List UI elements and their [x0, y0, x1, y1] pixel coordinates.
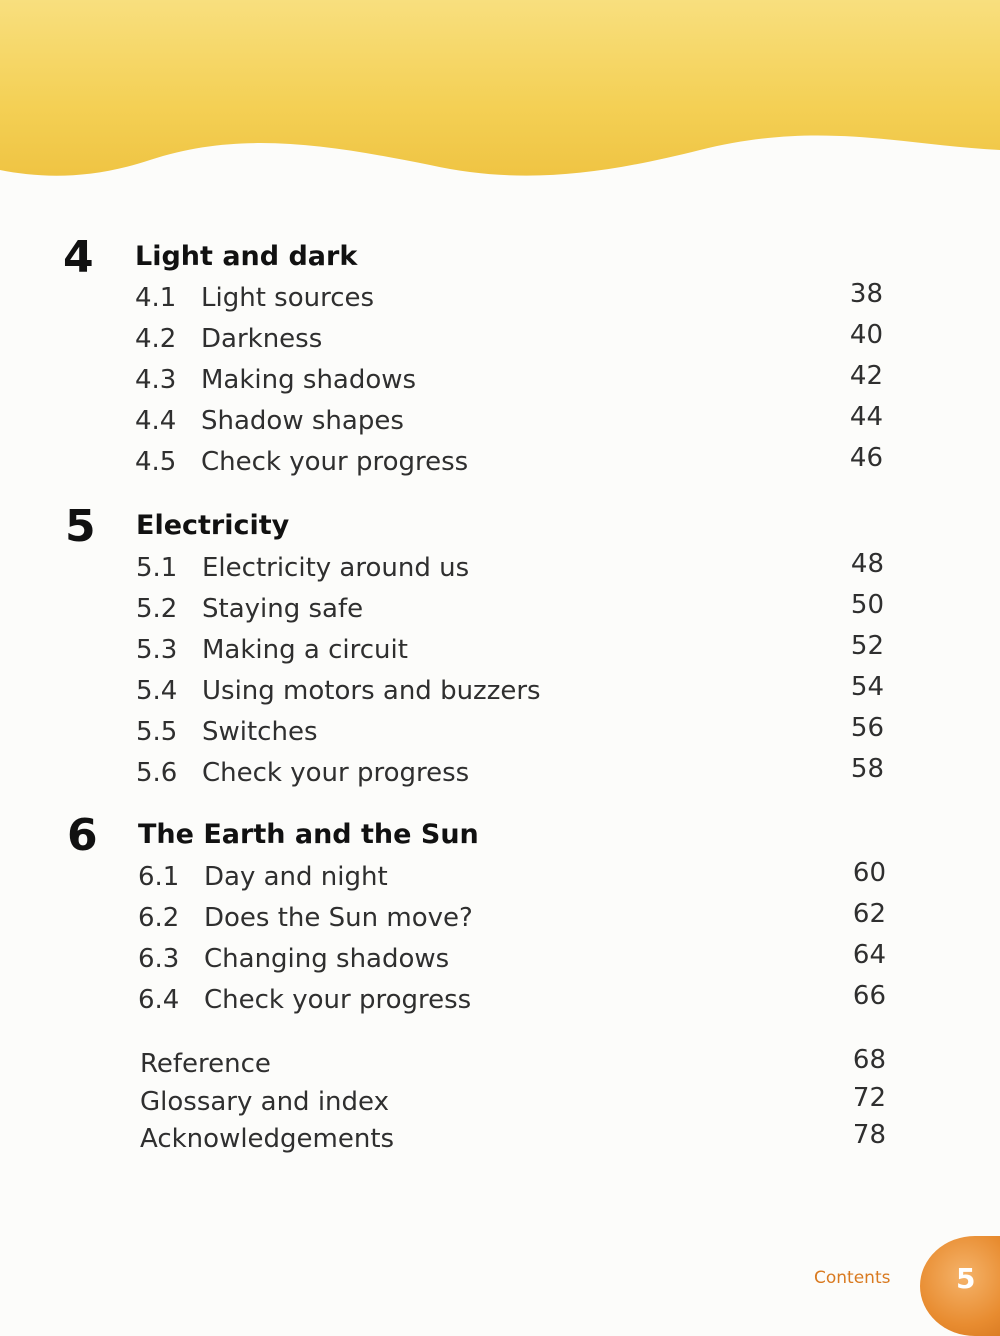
section-title: Check your progress — [204, 985, 472, 1015]
back-matter-glossary[interactable]: Glossary and index — [140, 1087, 389, 1117]
section-number: 5.5 — [136, 717, 178, 747]
footer-page-number: 5 — [956, 1262, 976, 1295]
chapter-title: The Earth and the Sun — [138, 819, 479, 850]
page-number: 54 — [850, 672, 884, 702]
section-title: Using motors and buzzers — [202, 676, 541, 706]
page-number: 38 — [849, 279, 883, 309]
section-number: 4.3 — [135, 365, 177, 395]
section-title: Switches — [202, 717, 318, 747]
page-number: 44 — [849, 402, 883, 432]
section-number: 4.1 — [135, 283, 177, 313]
footer-label: Contents — [814, 1268, 891, 1288]
section-number: 5.3 — [136, 635, 178, 665]
section-number: 6.3 — [138, 944, 180, 974]
page-number: 68 — [852, 1045, 886, 1075]
section-number: 4.5 — [135, 447, 177, 477]
section-title: Check your progress — [202, 758, 470, 788]
page-number: 46 — [849, 443, 883, 473]
section-title: Does the Sun move? — [204, 903, 473, 933]
section-title: Light sources — [201, 283, 375, 313]
chapter-number: 6 — [67, 810, 98, 861]
section-title: Day and night — [204, 862, 388, 892]
section-number: 6.4 — [138, 985, 180, 1015]
section-number: 5.6 — [136, 758, 178, 788]
section-number: 5.2 — [136, 594, 178, 624]
section-title: Changing shadows — [204, 944, 450, 974]
section-number: 4.2 — [135, 324, 177, 354]
page-number: 66 — [852, 981, 886, 1011]
section-number: 6.1 — [138, 862, 180, 892]
page-number: 40 — [849, 320, 883, 350]
page-number: 50 — [850, 590, 884, 620]
section-title: Electricity around us — [202, 553, 470, 583]
section-title: Staying safe — [202, 594, 364, 624]
page-number: 60 — [852, 858, 886, 888]
section-title: Making a circuit — [202, 635, 408, 665]
chapter-title: Light and dark — [135, 241, 358, 272]
section-number: 4.4 — [135, 406, 177, 436]
chapter-title: Electricity — [136, 510, 290, 541]
section-title: Darkness — [201, 324, 323, 354]
back-matter-reference[interactable]: Reference — [140, 1049, 271, 1079]
section-number: 5.1 — [136, 553, 178, 583]
chapter-number: 4 — [63, 232, 94, 283]
section-number: 5.4 — [136, 676, 178, 706]
section-title: Making shadows — [201, 365, 417, 395]
page-number: 58 — [850, 754, 884, 784]
section-title: Check your progress — [201, 447, 469, 477]
page-number: 72 — [852, 1083, 886, 1113]
page-number: 48 — [850, 549, 884, 579]
page-number: 52 — [850, 631, 884, 661]
page-number: 56 — [850, 713, 884, 743]
section-title: Shadow shapes — [201, 406, 404, 436]
page-number: 42 — [849, 361, 883, 391]
page-number: 64 — [852, 940, 886, 970]
header-banner — [0, 0, 1000, 215]
back-matter-acknowledgements[interactable]: Acknowledgements — [140, 1124, 395, 1154]
page-number: 78 — [852, 1120, 886, 1150]
chapter-number: 5 — [65, 501, 96, 552]
section-number: 6.2 — [138, 903, 180, 933]
page-number: 62 — [852, 899, 886, 929]
